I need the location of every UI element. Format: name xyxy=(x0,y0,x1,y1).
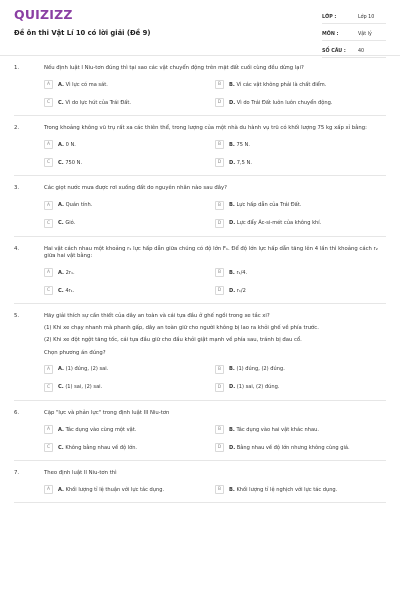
question-body xyxy=(44,246,386,303)
question-number: 4. xyxy=(14,245,20,252)
meta-row xyxy=(322,46,386,58)
option-letter-box[interactable]: C xyxy=(44,383,53,392)
option-key: D. xyxy=(229,99,236,106)
option-key: B. xyxy=(229,202,235,209)
question-row xyxy=(14,313,386,400)
option-key: C. xyxy=(58,384,64,391)
option-value: Lực đẩy Ác-si-mét của không khí. xyxy=(236,220,322,227)
option-text xyxy=(229,142,250,148)
answer-option-d[interactable] xyxy=(215,219,386,228)
option-key: B. xyxy=(229,141,235,148)
meta-value: Lớp 10 xyxy=(358,15,375,20)
option-value: Lực hấp dẫn của Trái Đất. xyxy=(236,202,302,209)
question-text: Nếu định luật I Niu-tơn đúng thì tại sao các vật chuyển động trên mặt đất cuối cùng đều dừng lại? xyxy=(44,65,304,71)
question-block xyxy=(14,237,386,304)
answer-option-c[interactable] xyxy=(44,158,215,167)
answer-option-c[interactable] xyxy=(44,286,215,295)
option-letter-box[interactable]: A xyxy=(44,365,53,374)
option-text xyxy=(58,427,136,433)
option-value: (1) đúng, (2) đúng. xyxy=(236,366,285,373)
answer-option-d[interactable] xyxy=(215,158,386,167)
option-value: 7,5 N. xyxy=(236,159,252,166)
question-block xyxy=(14,56,386,116)
option-letter-box[interactable]: A xyxy=(44,268,53,277)
option-text xyxy=(229,288,246,294)
meta-info xyxy=(322,12,386,63)
meta-value: Vật lý xyxy=(358,32,372,37)
answer-option-d[interactable] xyxy=(215,98,386,107)
option-value: Khối lượng tỉ lệ nghịch với lực tác dụng. xyxy=(236,486,338,493)
option-value: (1) đúng, (2) sai. xyxy=(65,366,109,373)
question-body xyxy=(44,410,386,460)
option-key: B. xyxy=(229,81,235,88)
question-body xyxy=(44,470,386,502)
option-letter-box[interactable]: B xyxy=(215,425,224,434)
answer-option-a[interactable] xyxy=(44,485,215,494)
answer-option-c[interactable] xyxy=(44,219,215,228)
option-value: Vì do Trái Đất luôn luôn chuyển động. xyxy=(236,99,333,106)
option-value: Không bằng nhau về độ lớn. xyxy=(65,444,138,451)
question-number: 3. xyxy=(14,185,20,192)
answer-options xyxy=(44,485,386,494)
meta-row xyxy=(322,12,386,24)
option-letter-box[interactable]: D xyxy=(215,98,224,107)
option-value: r₁/4. xyxy=(236,269,248,276)
option-text xyxy=(58,82,108,88)
answer-option-b[interactable] xyxy=(215,80,386,89)
option-text xyxy=(58,487,164,493)
option-text xyxy=(229,220,321,226)
answer-option-a[interactable] xyxy=(44,425,215,434)
option-text xyxy=(229,384,279,390)
option-key: A. xyxy=(58,269,64,276)
option-letter-box[interactable]: D xyxy=(215,219,224,228)
question-body xyxy=(44,313,386,400)
question-list xyxy=(0,56,400,503)
option-letter-box[interactable]: D xyxy=(215,443,224,452)
quizizz-logo: QUIZIZZ xyxy=(14,7,73,22)
question-row xyxy=(14,185,386,235)
answer-option-b[interactable] xyxy=(215,201,386,210)
option-text xyxy=(58,100,131,106)
worksheet-title: Đề ôn thi Vật Lí 10 có lời giải (Đề 9) xyxy=(14,29,151,37)
option-text xyxy=(58,384,102,390)
question-row xyxy=(14,65,386,115)
option-key: D. xyxy=(229,384,236,391)
answer-option-c[interactable] xyxy=(44,383,215,392)
option-text xyxy=(229,487,337,493)
answer-option-a[interactable] xyxy=(44,365,215,374)
option-text xyxy=(58,220,75,226)
answer-options xyxy=(44,201,386,228)
meta-label: LỚP : xyxy=(322,15,337,20)
question-body xyxy=(44,125,386,175)
question-body xyxy=(44,185,386,235)
answer-option-d[interactable] xyxy=(215,443,386,452)
option-letter-box[interactable]: A xyxy=(44,80,53,89)
option-value: 750 N. xyxy=(65,159,83,166)
question-text: Hai vật cách nhau một khoảng r₁ lực hấp dẫn giữa chúng có độ lớn F₁. Để độ lớn lực hấp dẫn tăng lên 4 lần thì khoảng cách r₂ giữa hai vật bằng: xyxy=(44,245,378,259)
answer-option-c[interactable] xyxy=(44,443,215,452)
question-block xyxy=(14,461,386,503)
option-value: 4r₁. xyxy=(65,287,75,294)
option-letter-box[interactable]: B xyxy=(215,485,224,494)
option-value: Vì các vật không phải là chất điểm. xyxy=(236,81,327,88)
answer-option-a[interactable] xyxy=(44,80,215,89)
question-text: Theo định luật II Niu-tơn thì xyxy=(44,470,117,477)
option-text xyxy=(58,445,137,451)
answer-option-a[interactable] xyxy=(44,140,215,149)
question-text: Trong khoảng không vũ trụ rất xa các thiên thể, trong lượng của một nhà du hành vụ trũ có khối lượng 75 kg xấp xỉ bằng: xyxy=(44,125,367,132)
option-value: Tác dụng vào cùng một vật. xyxy=(65,426,137,433)
option-letter-box[interactable]: D xyxy=(215,286,224,295)
option-letter-box[interactable]: B xyxy=(215,268,224,277)
question-statement: (1) Khi xe chạy nhanh mà phanh gấp, dây an toàn giữ cho người không bị lao ra khỏi ghế về phía trước. xyxy=(44,325,319,332)
option-value: 75 N. xyxy=(236,141,250,148)
option-key: D. xyxy=(229,444,236,451)
option-text xyxy=(229,445,350,451)
question-body xyxy=(44,65,386,115)
question-block xyxy=(14,304,386,401)
answer-option-b[interactable] xyxy=(215,485,386,494)
option-text xyxy=(58,270,75,276)
answer-option-b[interactable] xyxy=(215,425,386,434)
answer-options xyxy=(44,80,386,107)
option-value: Quán tính. xyxy=(65,202,93,209)
option-value: (1) sai, (2) đúng. xyxy=(236,384,280,391)
option-text xyxy=(229,160,252,166)
question-number: 6. xyxy=(14,409,20,416)
option-key: C. xyxy=(58,159,64,166)
option-key: A. xyxy=(58,366,64,373)
option-key: C. xyxy=(58,444,64,451)
option-letter-box[interactable]: D xyxy=(215,383,224,392)
worksheet-header xyxy=(0,0,400,56)
option-value: Bằng nhau về độ lớn nhưng không cùng giá. xyxy=(236,444,350,451)
option-key: B. xyxy=(229,366,235,373)
answer-option-a[interactable] xyxy=(44,268,215,277)
meta-label: SỐ CÂU : xyxy=(322,49,346,54)
option-letter-box[interactable]: B xyxy=(215,80,224,89)
option-key: A. xyxy=(58,81,64,88)
option-value: 2r₁. xyxy=(65,269,75,276)
option-key: A. xyxy=(58,141,64,148)
option-value: Vì do lực hút của Trái Đất. xyxy=(65,99,132,106)
answer-option-b[interactable] xyxy=(215,268,386,277)
option-value: Tác dụng vào hai vật khác nhau. xyxy=(236,426,319,433)
question-number: 2. xyxy=(14,125,20,132)
question-text: Hãy giải thích sự cần thiết của dây an toàn và cái tựa đầu ở ghế ngồi trong xe tắc xi? xyxy=(44,313,270,320)
meta-value: 40 xyxy=(358,49,365,54)
option-text xyxy=(229,202,301,208)
option-value: Vì lực có ma sát. xyxy=(65,81,108,88)
option-text xyxy=(229,427,319,433)
option-letter-box[interactable]: C xyxy=(44,158,53,167)
meta-row xyxy=(322,29,386,41)
answer-option-b[interactable] xyxy=(215,365,386,374)
option-value: Gió. xyxy=(65,220,76,227)
answer-option-c[interactable] xyxy=(44,98,215,107)
answer-options xyxy=(44,365,386,392)
option-key: A. xyxy=(58,202,64,209)
answer-option-a[interactable] xyxy=(44,201,215,210)
option-letter-box[interactable]: D xyxy=(215,158,224,167)
option-letter-box[interactable]: C xyxy=(44,219,53,228)
answer-option-b[interactable] xyxy=(215,140,386,149)
option-letter-box[interactable]: B xyxy=(215,365,224,374)
answer-options xyxy=(44,140,386,167)
question-block xyxy=(14,176,386,236)
option-letter-box[interactable]: A xyxy=(44,201,53,210)
option-key: D. xyxy=(229,220,236,227)
question-text: Cặp "lực và phản lực" trong định luật III Niu-tơn xyxy=(44,409,170,416)
meta-label: MÔN : xyxy=(322,32,339,37)
option-text xyxy=(58,366,108,372)
answer-options xyxy=(44,425,386,452)
question-row xyxy=(14,470,386,502)
option-letter-box[interactable]: C xyxy=(44,286,53,295)
option-key: B. xyxy=(229,486,235,493)
question-row xyxy=(14,410,386,460)
question-text: Các giọt nước mưa được rơi xuống đất do nguyên nhân nào sau đây? xyxy=(44,185,227,192)
option-letter-box[interactable]: C xyxy=(44,98,53,107)
question-row xyxy=(14,246,386,303)
option-key: A. xyxy=(58,426,64,433)
question-block xyxy=(14,116,386,176)
option-text xyxy=(229,366,285,372)
option-key: A. xyxy=(58,486,64,493)
option-text xyxy=(58,160,82,166)
option-letter-box[interactable]: A xyxy=(44,485,53,494)
option-text xyxy=(229,270,247,276)
question-block xyxy=(14,401,386,461)
question-number: 1. xyxy=(14,65,20,71)
option-text xyxy=(229,82,326,88)
option-text xyxy=(58,202,92,208)
option-value: 0 N. xyxy=(65,141,76,148)
question-number: 7. xyxy=(14,470,20,477)
question-statement: Chọn phương án đúng? xyxy=(44,349,106,356)
option-key: B. xyxy=(229,269,235,276)
option-key: D. xyxy=(229,287,236,294)
question-statement: (2) Khi xe đột ngột tăng tốc, cái tựa đầu giữ cho đầu khỏi giật mạnh về phía sau, tránh bị đau cổ. xyxy=(44,337,302,344)
answer-option-d[interactable] xyxy=(215,286,386,295)
option-text xyxy=(58,142,76,148)
option-letter-box[interactable]: B xyxy=(215,140,224,149)
option-letter-box[interactable]: B xyxy=(215,201,224,210)
option-key: C. xyxy=(58,287,64,294)
option-text xyxy=(58,288,74,294)
question-row xyxy=(14,125,386,175)
option-letter-box[interactable]: A xyxy=(44,425,53,434)
option-letter-box[interactable]: A xyxy=(44,140,53,149)
answer-option-d[interactable] xyxy=(215,383,386,392)
option-text xyxy=(229,100,332,106)
option-value: Khối lượng tỉ lệ thuận với lực tác dụng. xyxy=(65,486,165,493)
answer-options xyxy=(44,268,386,295)
question-number: 5. xyxy=(14,313,20,320)
option-key: C. xyxy=(58,99,64,106)
option-key: D. xyxy=(229,159,236,166)
option-value: (1) sai, (2) sai. xyxy=(65,384,103,391)
option-value: r₁/2 xyxy=(236,287,246,294)
option-key: C. xyxy=(58,220,64,227)
option-key: B. xyxy=(229,426,235,433)
option-letter-box[interactable]: C xyxy=(44,443,53,452)
